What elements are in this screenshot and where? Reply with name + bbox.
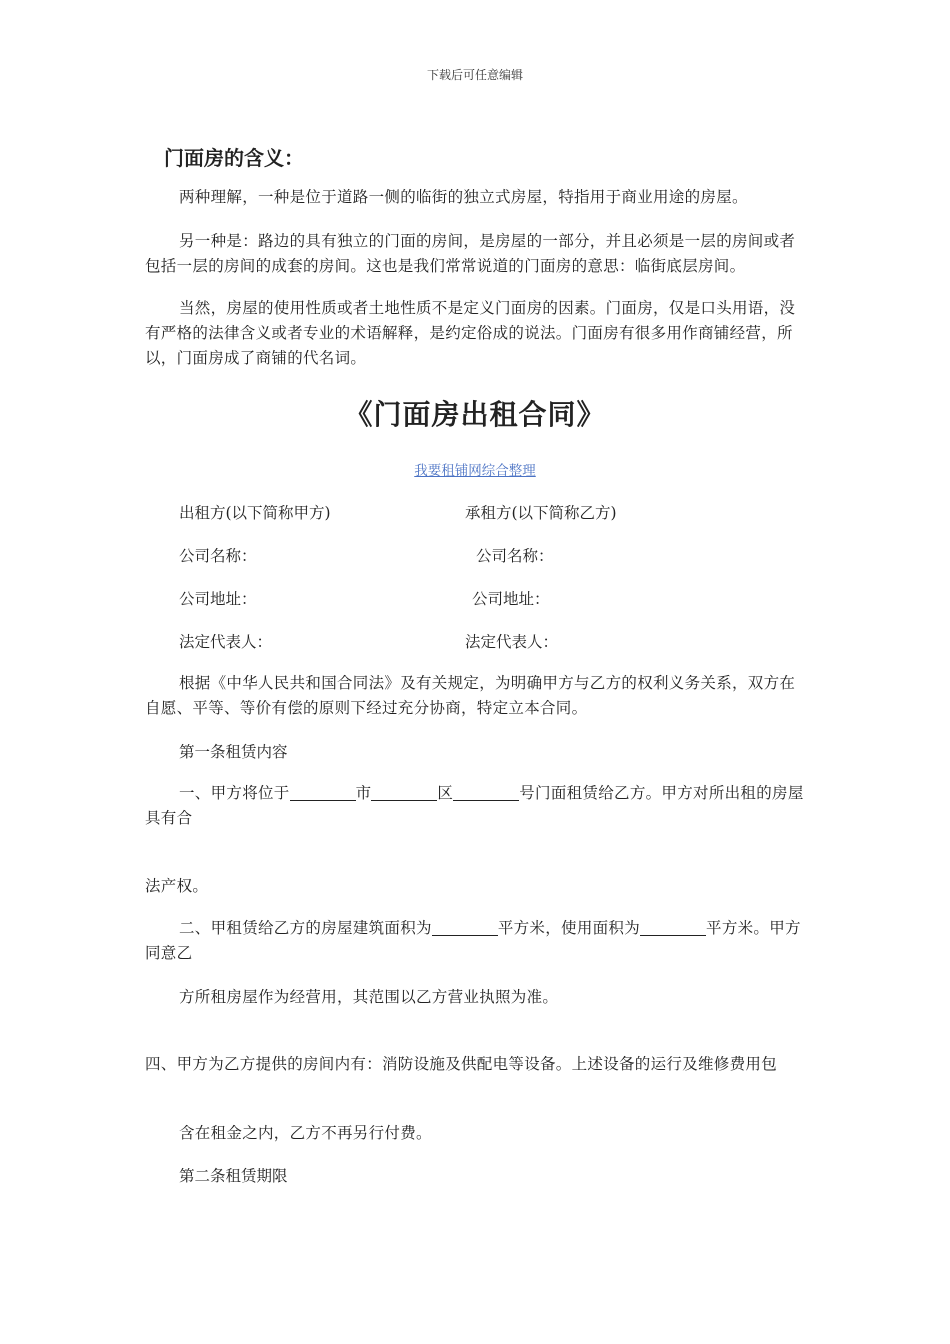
- clause-2: [145, 916, 810, 966]
- page-header: 下载后可任意编辑: [426, 68, 523, 82]
- lessor-label: 出租方(以下简称甲方): [179, 504, 331, 522]
- number-blank: [453, 784, 519, 801]
- preamble-paragraph: 根据《中华人民共和国合同法》及有关规定，为明确甲方与乙方的权利义务关系，双方在自愿、平等、等价有偿的原则下经过充分协商，特定立本合同。: [145, 674, 796, 717]
- company-address-b: 公司地址：: [472, 590, 550, 608]
- company-address-a: 公司地址：: [179, 590, 257, 608]
- contract-title: 《门面房出租合同》: [344, 398, 606, 431]
- source-link-row: [0, 459, 950, 479]
- lessee-label: 承租方(以下简称乙方): [465, 504, 617, 522]
- clause-1-text-2: 市: [355, 784, 372, 802]
- clause-1: [145, 781, 810, 831]
- company-name-b: 公司名称：: [476, 547, 554, 565]
- legal-rep-b: 法定代表人：: [465, 633, 559, 651]
- clause-2-text-2: 平方米，使用面积为: [497, 919, 641, 937]
- clause-1-continuation: 法产权。: [145, 877, 209, 895]
- article-2-title: 第二条租赁期限: [179, 1167, 288, 1185]
- building-area-blank: [432, 919, 498, 936]
- clause-2-text-3: 平方米。甲方同意乙: [145, 919, 801, 962]
- article-1-title: 第一条租赁内容: [179, 743, 288, 761]
- usable-area-blank: [640, 919, 706, 936]
- district-blank: [371, 784, 437, 801]
- source-link[interactable]: 我要租铺网综合整理: [414, 463, 536, 479]
- intro-paragraph-2: 另一种是：路边的具有独立的门面的房间，是房屋的一部分，并且必须是一层的房间或者包括一层的房间的成套的房间。这也是我们常常说道的门面房的意思：临街底层房间。: [145, 232, 796, 275]
- company-name-a: 公司名称：: [179, 547, 257, 565]
- clause-1-text-1: 一、甲方将位于: [179, 784, 290, 802]
- clause-2-continuation: 方所租房屋作为经营用，其范围以乙方营业执照为准。: [179, 988, 559, 1006]
- city-blank: [290, 784, 356, 801]
- clause-4-continuation: 含在租金之内，乙方不再另行付费。: [179, 1124, 432, 1142]
- clause-1-text-3: 区: [437, 784, 454, 802]
- intro-paragraph-1: 两种理解，一种是位于道路一侧的临街的独立式房屋，特指用于商业用途的房屋。: [179, 188, 748, 206]
- legal-rep-a: 法定代表人：: [179, 633, 273, 651]
- intro-paragraph-3: 当然，房屋的使用性质或者土地性质不是定义门面房的因素。门面房，仅是口头用语，没有严格的法律含义或者专业的术语解释，是约定俗成的说法。门面房有很多用作商铺经营，所以，门面房成了商铺的代名词。: [145, 299, 796, 367]
- clause-4: 四、甲方为乙方提供的房间内有：消防设施及供配电等设备。上述设备的运行及维修费用包: [145, 1055, 778, 1073]
- clause-1-text-4: 号门面租赁给乙方。甲方对所出租的房屋具有合: [145, 784, 804, 827]
- clause-2-text-1: 二、甲租赁给乙方的房屋建筑面积为: [179, 919, 432, 937]
- section-heading: 门面房的含义：: [164, 146, 304, 170]
